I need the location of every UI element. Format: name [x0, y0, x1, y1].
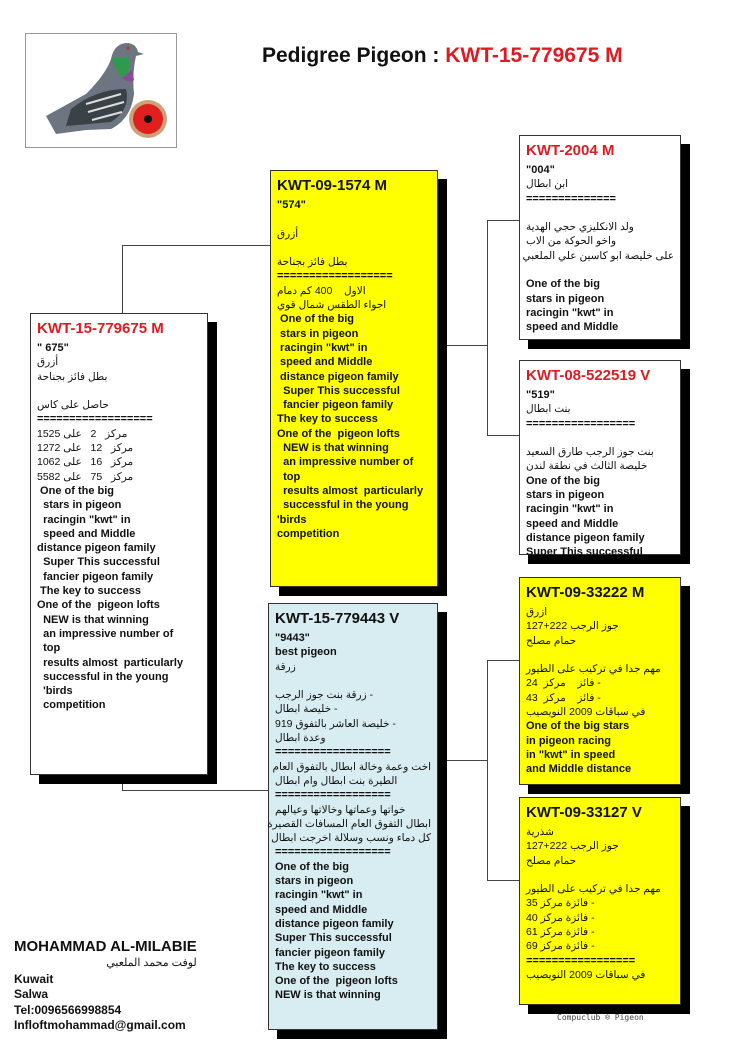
software-credit: Compuclub ® Pigeon: [557, 1013, 644, 1022]
separator-line: ==================: [275, 846, 391, 859]
breeder-contact: [14, 938, 197, 1034]
info-line: "519": [526, 389, 555, 401]
info-line: One of the pigeon lofts: [277, 427, 400, 440]
info-line: Super This successful: [526, 546, 643, 559]
info-line: - فائزة مركز 40: [526, 911, 595, 924]
info-line: "574": [277, 199, 306, 211]
info-line: 'birds: [37, 685, 73, 698]
info-line: competition: [37, 699, 106, 712]
ring-number: KWT-09-33127 V: [526, 804, 642, 821]
breeder-email[interactable]: Infloftmohammad@gmail.com: [14, 1018, 186, 1032]
breeder-country: Kuwait: [14, 971, 54, 986]
ring-number: KWT-15-779443 V: [275, 610, 400, 627]
info-line: One of the big: [37, 484, 114, 497]
separator-line: =================: [526, 954, 636, 967]
info-line: [526, 431, 674, 445]
info-line: بنت جوز الرجب طارق السعيد: [526, 446, 654, 459]
info-line: مركز 12 على 1272: [37, 442, 134, 455]
info-line: - فائز مركز 43: [526, 691, 601, 704]
separator-line: ==============: [526, 192, 616, 205]
info-line: NEW is that winning: [37, 613, 149, 626]
info-line: - زرقة بنت جوز الرجب: [275, 689, 374, 702]
info-line: top: [37, 642, 61, 655]
info-line: الطيرة بنت ابطال وام ابطال: [275, 774, 398, 787]
info-line: One of the pigeon lofts: [275, 975, 398, 988]
breeder-name: MOHAMMAD AL-MILABIE: [14, 938, 197, 955]
connector-line: [446, 760, 487, 761]
pigeon-card-sire: [270, 170, 438, 587]
info-line: - فائز مركز 24: [526, 677, 601, 690]
info-line: One of the big: [277, 313, 354, 326]
info-line: competition: [277, 527, 340, 540]
info-line: best pigeon: [275, 646, 337, 659]
info-line: أزرق: [277, 227, 299, 240]
info-line: [526, 648, 674, 662]
info-line: الاول 400 كم دمام: [277, 284, 366, 297]
breeder-phone: Tel:0096566998854: [14, 1002, 122, 1017]
info-line: racingin "kwt" in: [526, 306, 614, 319]
info-line: stars in pigeon: [526, 292, 605, 305]
connector-line: [122, 775, 123, 790]
info-line: وعدة ابطال: [275, 732, 326, 745]
separator-line: ==================: [275, 789, 391, 802]
info-line: NEW is that winning: [277, 442, 389, 455]
info-line: بطل فائز بجناحة: [37, 370, 108, 383]
info-line: خليصة الثالث في نطقة لندن: [526, 460, 648, 473]
info-line: Super This successful: [37, 556, 160, 569]
info-line: [526, 263, 674, 277]
separator-line: =================: [526, 417, 636, 430]
info-line: stars in pigeon: [526, 489, 605, 502]
separator-line: ==================: [37, 413, 153, 426]
info-line: successful in the young: [37, 670, 169, 683]
info-line: جوز الرجب 222+127: [526, 620, 619, 633]
info-line: كل دماء ونسب وسلالة اخرجت ابطال: [271, 832, 431, 845]
info-line: NEW is that winning: [275, 989, 381, 1002]
info-line: in pigeon racing: [526, 734, 611, 747]
ring-number: KWT-15-779675 M: [37, 320, 164, 337]
info-line: ابن ابطال: [526, 178, 569, 191]
info-line: One of the big: [275, 860, 349, 873]
info-line: ازرق: [526, 606, 548, 618]
info-line: بطل فائز بجناحة: [277, 256, 348, 269]
connector-line: [487, 880, 519, 881]
info-line: حمام مصلح: [526, 854, 577, 867]
connector-line: [122, 790, 268, 791]
info-line: distance pigeon family: [275, 917, 394, 930]
info-line: One of the big: [526, 278, 600, 291]
info-line: an impressive number of: [37, 627, 174, 640]
pigeon-card-dam: [268, 603, 438, 1030]
info-line: مهم جدا في تركيب على الطيور: [526, 663, 661, 676]
separator-line: ==================: [277, 270, 393, 283]
info-line: [37, 384, 201, 398]
info-line: racingin "kwt" in: [275, 889, 363, 902]
separator-line: ==================: [275, 746, 391, 759]
info-line: [277, 241, 431, 255]
info-line: distance pigeon family: [277, 370, 399, 383]
pigeon-card-subject: [30, 313, 208, 775]
info-line: مركز 2 على 1525: [37, 427, 128, 440]
info-line: The key to success: [37, 585, 141, 598]
info-line: على خليصة ابو كاسين علي الملعبي: [522, 249, 674, 262]
info-line: speed and Middle: [526, 321, 619, 334]
info-line: and Middle distance: [526, 763, 632, 776]
breeder-arabic-name: لوفت محمد الملعبي: [106, 957, 197, 969]
page-title: [262, 44, 682, 68]
info-line: racingin "kwt" in: [37, 513, 131, 526]
info-line: speed and Middle: [277, 356, 373, 369]
breeder-city: Salwa: [14, 987, 49, 1001]
info-line: One of the big stars: [526, 720, 630, 733]
info-line: fancier pigeon family: [37, 570, 154, 583]
info-line: stars in pigeon: [37, 499, 122, 512]
info-line: Super This successful: [277, 384, 400, 397]
pigeon-photo: [25, 33, 177, 148]
connector-line: [487, 660, 519, 661]
info-line: One of the big: [526, 474, 600, 487]
info-line: واخو الحوكة من الاب: [526, 235, 617, 248]
info-line: جوز الرجب 222+127: [526, 840, 619, 853]
info-line: results almost particularly: [277, 484, 424, 497]
info-line: مهم جدا في تركيب على الطيور: [526, 883, 661, 896]
info-line: في سباقات 2009 النويصيب: [526, 968, 646, 981]
connector-line: [122, 245, 270, 246]
info-line: " 675": [37, 342, 69, 354]
info-line: results almost particularly: [37, 656, 184, 669]
info-line: ولد الانكليزي حجي الهدية: [526, 221, 634, 234]
info-line: The key to success: [275, 960, 376, 973]
connector-line: [122, 245, 123, 313]
info-line: [526, 206, 674, 220]
info-line: زرقة: [275, 660, 296, 673]
info-line: successful in the young: [277, 499, 409, 512]
info-line: speed and Middle: [37, 527, 136, 540]
info-line: stars in pigeon: [275, 875, 354, 888]
info-line: حاصل على كاس: [37, 399, 109, 412]
info-line: - خليصة ابطال: [275, 703, 338, 716]
info-line: One of the pigeon lofts: [37, 599, 160, 612]
info-line: مركز 16 على 1062: [37, 456, 134, 469]
info-line: 'birds: [277, 513, 307, 526]
info-line: مركز 75 على 5582: [37, 470, 134, 483]
info-line: بنت ابطال: [526, 403, 571, 416]
info-line: Super This successful: [275, 932, 392, 945]
pigeon-card-dam-dam: [519, 797, 681, 1005]
info-line: speed and Middle: [275, 903, 368, 916]
pigeon-card-sire-dam: [519, 360, 681, 559]
info-line: speed and Middle: [526, 517, 619, 530]
info-line: fancier pigeon family: [277, 399, 394, 412]
info-line: - خليصة العاشر بالتفوق 919: [275, 717, 396, 730]
connector-line: [487, 220, 488, 436]
info-line: في سباقات 2009 النويصيب: [526, 706, 646, 719]
connector-line: [487, 660, 488, 881]
title-prefix: Pedigree Pigeon :: [262, 44, 446, 67]
ring-number: KWT-2004 M: [526, 142, 615, 159]
info-line: [275, 674, 431, 688]
info-line: اخت وعمة وخالة ابطال بالتفوق العام: [272, 760, 431, 773]
connector-line: [487, 220, 519, 221]
info-line: خواتها وعماتها وخالاتها وعيالهم: [275, 803, 406, 816]
connector-line: [487, 435, 519, 436]
info-line: - فائزة مركز 69: [526, 940, 595, 953]
ring-number: KWT-08-522519 V: [526, 367, 651, 384]
ring-number: KWT-09-33222 M: [526, 584, 645, 601]
info-line: - فائزة مركز 61: [526, 926, 595, 939]
connector-line: [446, 345, 487, 346]
info-line: distance pigeon family: [37, 542, 156, 555]
info-line: حمام مصلح: [526, 634, 577, 647]
info-line: "004": [526, 164, 555, 176]
info-line: ابطال التفوق العام المسافات القصيرة: [267, 817, 431, 830]
info-line: "9443": [275, 632, 310, 644]
info-line: top: [277, 470, 301, 483]
info-line: in "kwt" in speed: [526, 748, 616, 761]
info-line: an impressive number of: [277, 456, 414, 469]
title-ring-number: KWT-15-779675 M: [445, 44, 623, 67]
ring-number: KWT-09-1574 M: [277, 177, 388, 194]
pigeon-card-dam-sire: [519, 577, 681, 785]
info-line: racingin "kwt" in: [526, 503, 614, 516]
info-line: stars in pigeon: [277, 327, 359, 340]
info-line: [526, 868, 674, 882]
info-line: distance pigeon family: [526, 531, 645, 544]
info-line: - فائزة مركز 35: [526, 897, 595, 910]
info-line: اجواء الطقس شمال قوي: [277, 299, 387, 312]
info-line: fancier pigeon family: [275, 946, 386, 959]
pigeon-card-sire-sire: [519, 135, 681, 340]
info-line: The key to success: [277, 413, 378, 426]
info-line: [277, 212, 431, 226]
info-line: racingin "kwt" in: [277, 341, 368, 354]
info-line: أزرق: [37, 356, 59, 369]
info-line: شذرية: [526, 826, 554, 838]
pigeon-illustration: [26, 34, 176, 147]
